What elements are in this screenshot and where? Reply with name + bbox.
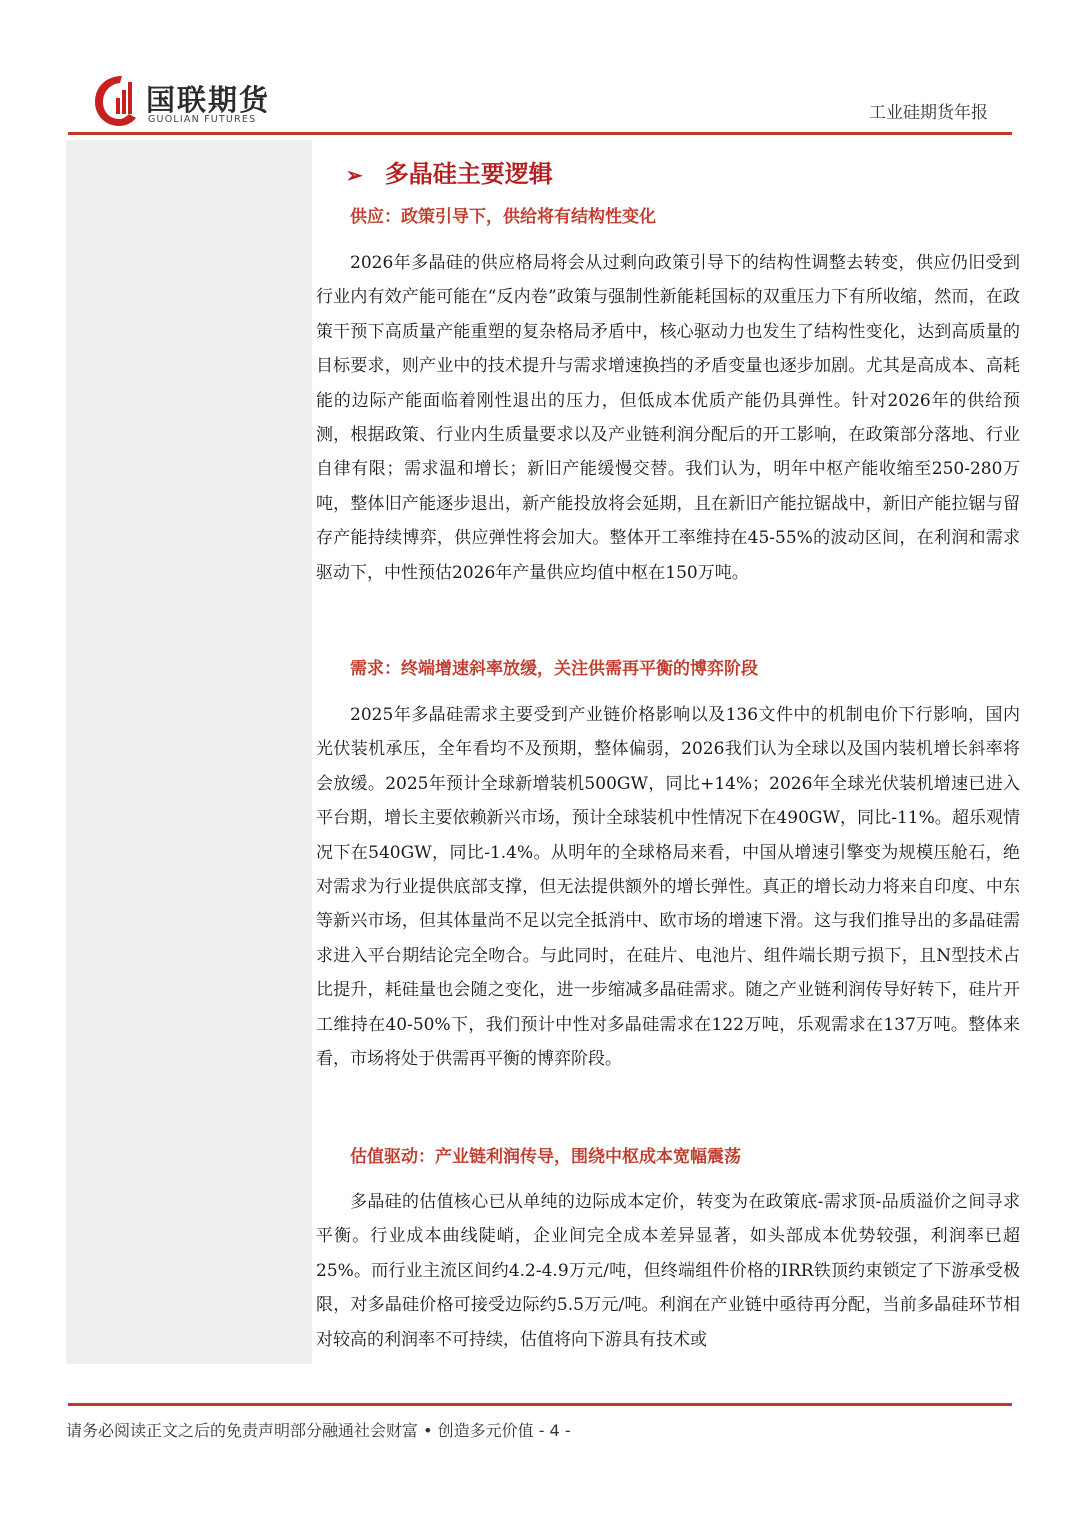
demand-paragraph: 2025年多晶硅需求主要受到产业链价格影响以及136文件中的机制电价下行影响，国内光伏装机承压，全年看均不及预期，整体偏弱，2026我们认为全球以及国内装机增长斜率将会放缓。2025年预计全球新增装机500GW，同比+14%；2026年全球光伏装机增速已进入平台期，增长主要依赖新兴市场，预计全球装机中性情况下在490GW，同比-11%。超乐观情况下在540GW，同比-1.4%。从明年的全球格局来看，中国从增速引擎变为规模压舱石，绝对需求为行业提供底部支撑，但无法提供额外的增长弹性。真正的增长动力将来自印度、中东等新兴市场，但其体量尚不足以完全抵消中、欧市场的增速下滑。这与我们推导出的多晶硅需求进入平台期结论完全吻合。与此同时，在硅片、电池片、组件端长期亏损下，且N型技术占比提升，耗硅量也会随之变化，进一步缩减多晶硅需求。随之产业链利润传导好转下，硅片开工维持在40-50%下，我们预计中性对多晶硅需求在122万吨，乐观需求在137万吨。整体来看，市场将处于供需再平衡的博弈阶段。 [316, 705, 1020, 1070]
section-title-text: 多晶硅主要逻辑 [384, 159, 553, 188]
valuation-paragraph: 多晶硅的估值核心已从单纯的边际成本定价，转变为在政策底-需求顶-品质溢价之间寻求平衡。行业成本曲线陡峭，企业间完全成本差异显著，如头部成本优势较强，利润率已超25%。而行业主流区间约4.2-4.9万元/吨，但终端组件价格的IRR铁顶约束锁定了下游承受极限，对多晶硅价格可接受边际约5.5万元/吨。利润在产业链中亟待再分配，当前多晶硅环节相对较高的利润率不可持续，估值将向下游具有技术或 [316, 1192, 1020, 1350]
page-header [0, 0, 1080, 140]
left-sidebar-panel [66, 140, 312, 1364]
supply-paragraph: 2026年多晶硅的供应格局将会从过剩向政策引导下的结构性调整去转变，供应仍旧受到行业内有效产能可能在“反内卷”政策与强制性新能耗国标的双重压力下有所收缩，然而，在政策干预下高质量产能重塑的复杂格局矛盾中，核心驱动力也发生了结构性变化，达到高质量的目标要求，则产业中的技术提升与需求增速换挡的矛盾变量也逐步加剧。尤其是高成本、高耗能的边际产能面临着刚性退出的压力，但低成本优质产能仍具弹性。针对2026年的供给预测，根据政策、行业内生质量要求以及产业链利润分配后的开工影响，在政策部分落地、行业自律有限；需求温和增长；新旧产能缓慢交替。我们认为，明年中枢产能收缩至250-280万吨，整体旧产能逐步退出，新产能投放将会延期，且在新旧产能拉锯战中，新旧产能拉锯与留存产能持续博弈，供应弹性将会加大。整体开工率维持在45-55%的波动区间，在利润和需求驱动下，中性预估2026年产量供应均值中枢在150万吨。 [316, 253, 1020, 583]
demand-heading: 需求：终端增速斜率放缓，关注供需再平衡的博弈阶段 [350, 659, 758, 679]
logo-text-cn: 国联期货 [146, 83, 271, 117]
valuation-heading: 估值驱动：产业链利润传导，围绕中枢成本宽幅震荡 [350, 1147, 741, 1167]
company-logo [92, 72, 292, 130]
supply-heading: 供应：政策引导下，供给将有结构性变化 [350, 207, 656, 227]
report-title: 工业硅期货年报 [869, 103, 988, 123]
main-content [314, 140, 1020, 1370]
logo-text-en: GUOLIAN FUTURES [148, 114, 257, 125]
header-divider [68, 132, 1012, 135]
arrow-bullet-icon: ➢ [346, 163, 363, 187]
footer-disclaimer: 请务必阅读正文之后的免责声明部分融通社会财富 • 创造多元价值 - 4 - [66, 1421, 571, 1440]
footer-divider [68, 1403, 1012, 1406]
section-title [346, 154, 553, 189]
logo-mark-icon [92, 72, 138, 128]
